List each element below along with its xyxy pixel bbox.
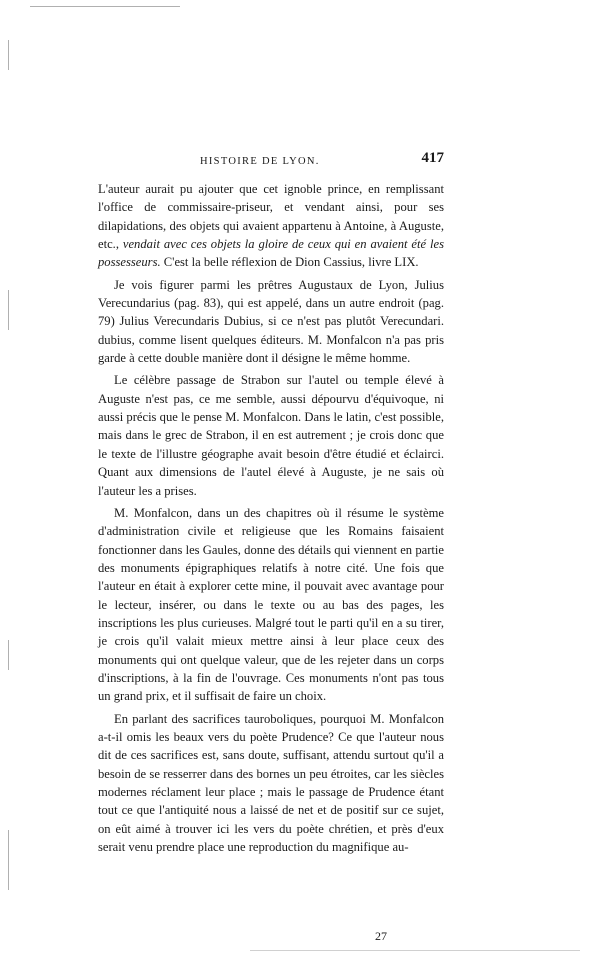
paragraph-3: Le célèbre passage de Strabon sur l'autel ou temple élevé à Auguste n'est pas, ce me semble, aussi dépourvu d'équivoque, ni aussi précis que le pense M. Monfalcon. Dans le latin, c'est possible, mais dans le grec de Strabon, il en est autrement ; je crois donc que le texte de l'illustre géographe avait besoin d'être étudié et éclairci. Quant aux dimensions de l'autel élevé à Auguste, je ne sais où l'auteur les a prises. xyxy=(98,373,444,498)
paragraph-1 xyxy=(98,180,444,272)
body-text xyxy=(98,180,444,856)
bottom-edge-mark xyxy=(250,950,580,951)
paragraph-2: Je vois figurer parmi les prêtres Augustaux de Lyon, Julius Verecundarius (pag. 83), qui est appelé, dans un autre endroit (pag. 79) Julius Verecundaris Dubius, si ce n'est pas plutôt Verecundari. dubius, comme lisent quelques éditeurs. M. Monfalcon n'a pas pris garde à cette double manière dont il désigne le même homme. xyxy=(98,277,444,366)
left-edge-mark xyxy=(8,830,9,890)
running-head xyxy=(98,150,444,180)
paragraph-1-italic: vendait avec ces objets la gloire de ceux qui en avaient été les possesseurs. xyxy=(98,237,444,270)
signature-mark: 27 xyxy=(375,929,387,943)
paragraph-1-tail: C'est la belle réflexion de Dion Cassius, livre LIX. xyxy=(160,255,419,270)
running-title: HISTOIRE DE LYON. xyxy=(200,156,320,167)
left-edge-mark xyxy=(8,640,9,670)
left-edge-mark xyxy=(8,40,9,70)
page-number: 417 xyxy=(421,150,444,166)
paragraph-1-text: L'auteur aurait pu ajouter que cet ignoble prince, en remplissant l'office de commissaire-priseur, et vendant ainsi, pour ses dilapidations, des objets qui avaient appartenu à Antoine, à Auguste, etc., xyxy=(98,182,444,252)
paragraph-4: M. Monfalcon, dans un des chapitres où il résume le système d'administration civile et religieuse que les Romains faisaient fonctionner dans les Gaules, donne des détails qui viennent en partie des monuments épigraphiques relatifs à notre cité. Une fois que l'auteur en était à explorer cette mine, il pouvait avec avantage pour le lecteur, insérer, ou dans le texte ou au bas des pages, les inscriptions les plus curieuses. Malgré tout le parti qu'il en a su tirer, je crois qu'il valait mieux mettre ainsi à leur place ceux des monuments qui ont quelque valeur, que de les rejeter dans un corps d'inscriptions, à la fin de l'ouvrage. Ces monuments n'ont pas tous un grand prix, et il suffisait de faire un choix. xyxy=(98,505,444,704)
left-edge-mark xyxy=(8,290,9,330)
book-page xyxy=(98,150,444,943)
top-edge-mark xyxy=(30,6,180,7)
paragraph-5: En parlant des sacrifices tauroboliques, pourquoi M. Monfalcon a-t-il omis les beaux vers du poète Prudence? Ce que l'auteur nous dit de ces sacrifices est, sans doute, suffisant, attendu surtout qu'il a besoin de se resserrer dans des bornes un peu étroites, car les siècles modernes réclament leur place ; mais le passage de Prudence étant tout ce que l'antiquité nous a laissé de net et de positif sur ce sujet, on eût aimé à trouver ici les vers du poète chrétien, et près d'eux serait venu prendre place une reproduction du magnifique au- xyxy=(98,711,444,855)
